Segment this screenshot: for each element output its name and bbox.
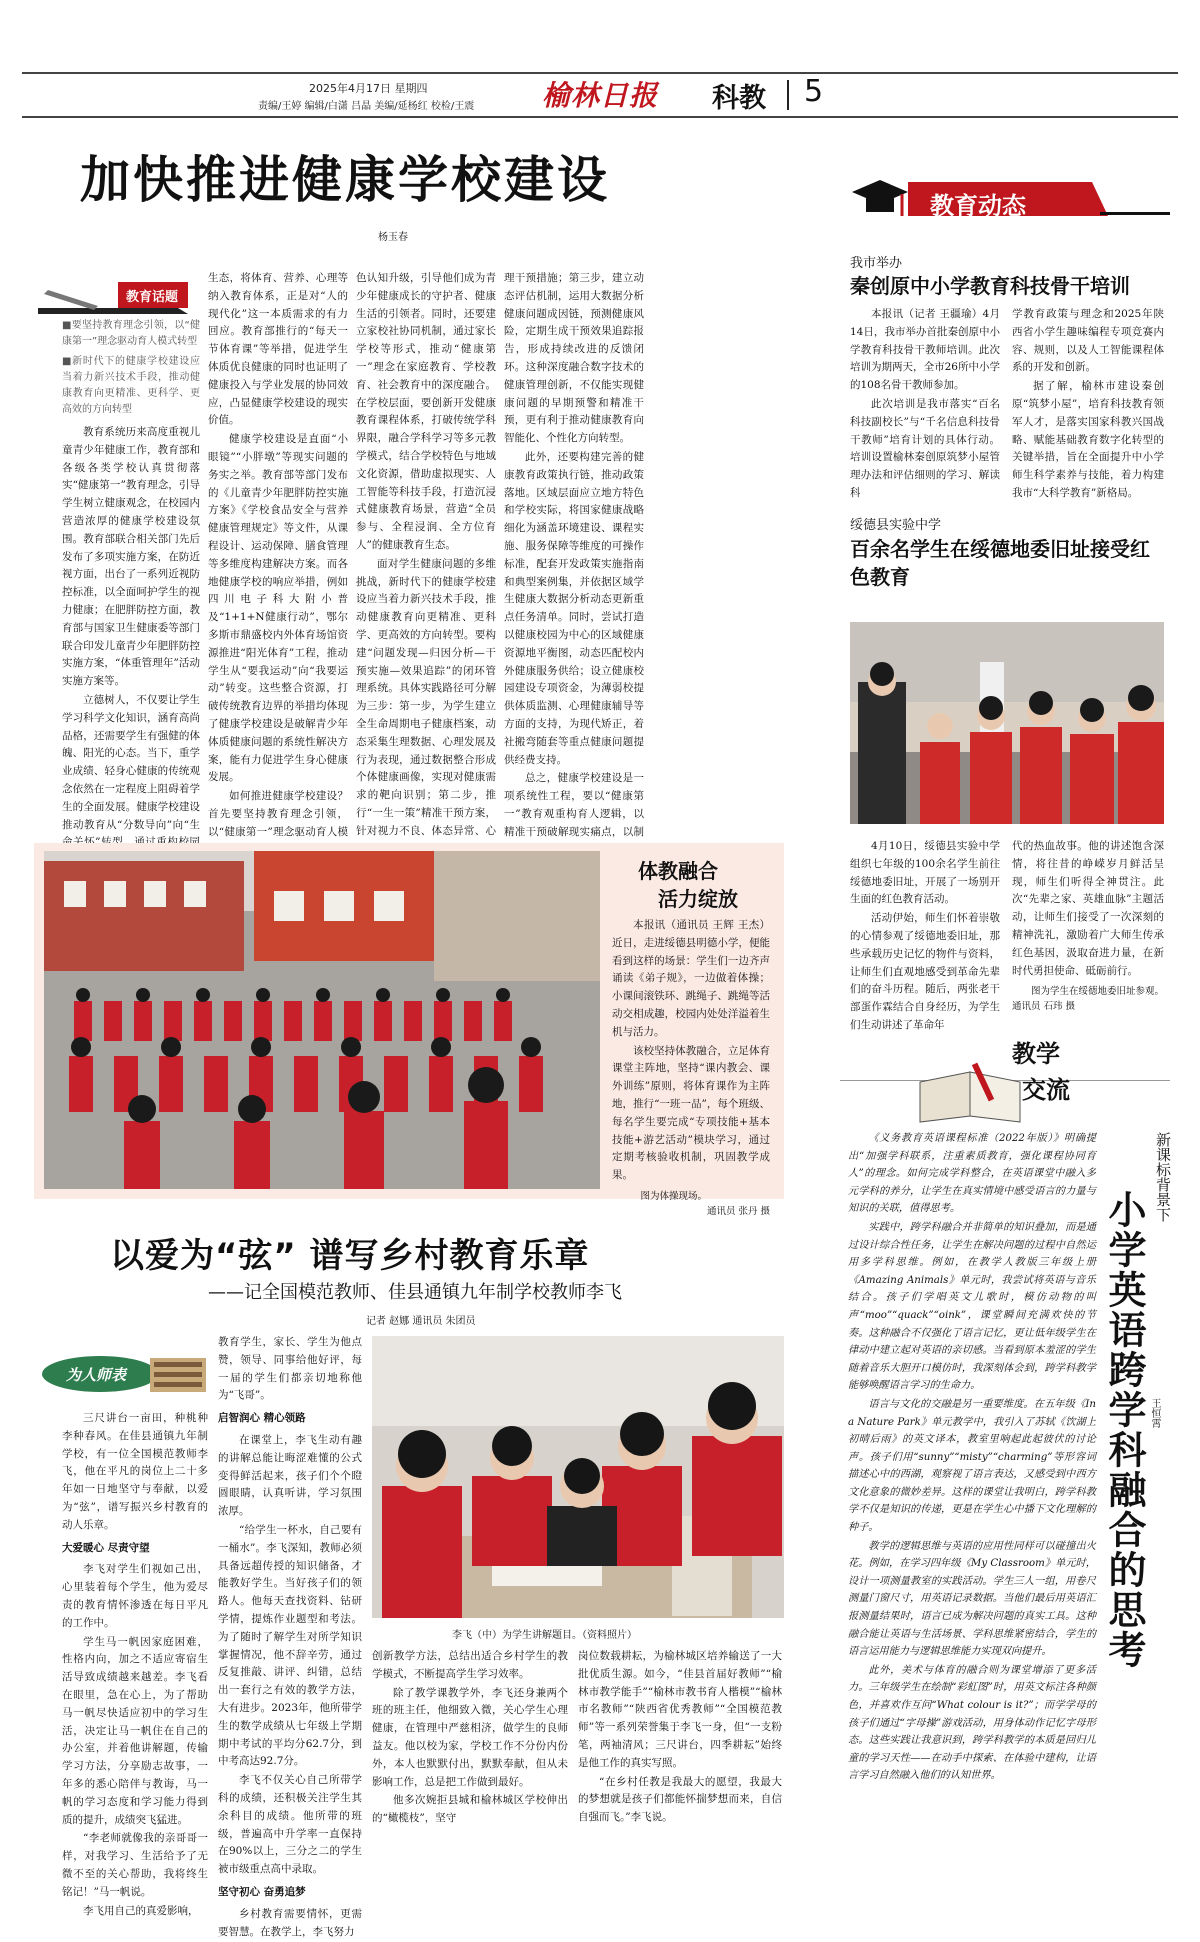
lead-paragraph: 立德树人，不仅要让学生学习科学文化知识，涵育高尚品格，还需要学生有强健的体魄、阳光的心态。当下，重学业成绩、轻身心健康的传统观念依然在一定程度上阻碍着学生的全面发展。健康学校建设推动教育从“分数导向”向“生 (62, 693, 200, 831)
feature-paragraph: 乡村教育需要情怀，更需要智慧。在教学上，李飞努力 (218, 1907, 362, 1938)
red-education-photo-art (850, 622, 1164, 824)
exchange-paragraph: 实践中，跨学科融合并非简单的知识叠加，而是通过设计综合性任务，让学生在解决问题的过程中自然运用多学科思维。例如，在教学人教版三年级上册《Amazing Animals》单元时，我尝试将英语与音乐结合。孩子们学唱英文儿歌时，模仿动物的叫声“moo”“quack”“oink”，课堂瞬间充满欢快的节奏。这种融合不仅强化了语言记忆，更让低年级学生在律动中建立起对英语的亲切感。当看到原本羞涩的学生随着音乐大胆开口模仿时，我深刻体会到，跨学科教学能够唤醒语言学习的生命力。 (848, 1221, 1096, 1392)
edu-news-banner (850, 176, 1170, 224)
section-divider (787, 80, 789, 110)
feature-paragraph: 他多次婉拒县城和榆林城区学校伸出的“橄榄枝”，坚守 (372, 1794, 568, 1825)
sports-paragraph: 本报讯（通讯员 王辉 王杰）近日，走进绥德县明德小学，便能看到这样的场景：学生们一边齐声诵读《弟子规》，一边做着体操；小课间滚铁环、跳绳子、跳绳等活动交相成趣，校园内处处洋溢着生机与活力。 (612, 919, 770, 1038)
exchange-paragraph: 《义务教育英语课程标准（2022年版）》明确提出“加强学科联系，注重素质教育，强化课程协同育人”的理念。如何完成学科整合，在英语课堂中融入多元学科的养分，让学生在真实情境中感受语言的力量与知识的关联，值得思考。 (848, 1133, 1096, 1215)
edu-news-rule (1100, 212, 1170, 215)
lead-column-3 (356, 270, 496, 930)
lead-intro-2: ■新时代下的健康学校建设应当着力新兴技术手段，推动健康教育向更精准、更科学、更高效的方向转型 (62, 356, 200, 415)
feature-paragraph: “在乡村任教是我最大的愿望，我最大的梦想就是孩子们都能怀揣梦想而来，自信自强而飞。”李飞说。 (578, 1775, 782, 1824)
sports-caption: 图为体操现场。 (640, 1190, 708, 1202)
teacher-tag (40, 1344, 210, 1402)
feature-paragraph: “李老师就像我的亲哥哥一样，对我学习、生活给予了无微不至的关心帮助，我将终生铭记！”马一帆说。 (62, 1832, 208, 1898)
graduation-cap-icon (850, 176, 910, 224)
news2-column-1 (850, 838, 1000, 1036)
news2-title: 百余名学生在绥德地委旧址接受红色教育 (850, 537, 1150, 589)
feature-paragraph: 岗位数载耕耘，为榆林城区培养输送了一大批优质生源。如今，“佳县首届好教师”“榆林市教学能手”“榆林市教书育人楷模”“榆林市名教师”“陕西省优秀教师”“全国模范教师”等一系列荣誉集于李飞一身，但“一支粉笔，两袖清风；三尺讲台，四季耕耘”始终是他工作的真实写照。 (578, 1650, 782, 1769)
sports-photo (44, 851, 600, 1189)
lead-paragraph: 如何推进健康学校建设？首先要坚持教育理念引领，以“健康第一”理念驱动育人模 (208, 790, 348, 838)
editor-credits: 责编/王婷 编辑/白潇 吕晶 美编/延杨红 校检/王震 (258, 101, 475, 112)
exchange-author: 王恒霄 (1149, 1398, 1160, 1428)
sports-paragraph: 该校坚持体教融合，立足体育课堂主阵地，坚持“课内教会、课外训练”原则，将体育课作为主阵地，推行“一班一品”，每个班级、每名学生要完成“专项技能+基本技能+游艺活动”模块学习，通过定期考核验收机制，巩固教学成果。 (612, 1044, 770, 1182)
exchange-title: 小学英语跨学科融合的思考 (1102, 1190, 1146, 1670)
sports-body (612, 917, 770, 1219)
edu-news-label: 教育动态 (930, 192, 1026, 220)
exchange-label-1: 教学 (1012, 1040, 1060, 1068)
teacher-photo (372, 1336, 784, 1618)
feature-headline: 以爱为“弦” 谱写乡村教育乐章 (110, 1236, 590, 1276)
feature-subhead-2: 启智润心 精心领路 (218, 1412, 306, 1425)
lead-paragraph: 此外，还要构建完善的健康教育政策执行链，推动政策落地。区域层面应立地方特色和学校实际，将国家健康战略细化为涵盖环境建设、课程实施、服务保障等维度的可操作标准，配套开发政策实施指南和典型案例集，并依据区域学生健康大数据分析动态更新重点任务清单。同时，尝试打造以健康校园为中心的区域健康资源地平衡图，动态匹配校内外健康服务供给；设立健康校园建设专项资金，为薄弱校提供体质监测、心理健康辅导等方面的支持，为现代矫正，着社搬弯随套等重点健康问题提供经费支持。 (504, 450, 644, 766)
lead-paragraph: 理干预措施；第三步，建立动态评估机制，运用大数据分析健康问题成因链，预测健康风险，定期生成干预效果追踪报告，形成持续改进的反馈闭环。这种深度融合数字技术的健康管理创新，不仅能实现健康问题的早期预警和精准干预，更有利于推动健康教育向智能化、个性化方向转型。 (504, 272, 644, 445)
news1-paragraph: 据了解，榆林市建设秦创原“筑梦小屋”，培育科技教育领军人才，是落实国家科教兴国战略、赋能基础教育数字化转型的关键举措，旨在全面提升中小学师生科学素养与技能，着力构建我市“大科学教育”新格局。 (1012, 380, 1164, 499)
news1-column-1 (850, 306, 1000, 504)
exchange-paragraph: 教学的逻辑思维与英语的应用性同样可以碰撞出火花。例如，在学习四年级《My Classroom》单元时，设计一项测量教室的实践活动。学生三人一组，用卷尺测量门窗尺寸，用英语记录数据。当他们最后用英语汇报测量结果时，语言已成为解决问题的真实工具。这种融合能让英语与生活场景、学科思维紧密结合，学生的语言运用能力与逻辑思维能力实现双向提升。 (848, 1540, 1096, 1658)
feature-paragraph: 李飞对学生们视如己出，心里装着每个学生，他为爱尽责的教育情怀渗透在每日平凡的工作中。 (62, 1563, 208, 1629)
exchange-kicker: 新课标背景下 (1154, 1132, 1172, 1222)
teacher-tag-label: 为人师表 (66, 1366, 127, 1384)
news2-kicker: 绥德县实验中学 (850, 518, 942, 533)
news2-paragraph: 代的热血故事。他的讲述饱含深情，将往昔的峥嵘岁月鲜活呈现，师生们听得全神贯注。此次“先辈之家、英雄血脉”主题活动，让师生们接受了一次深刻的精神洗礼，激励着广大师生传承红色基因，汲取奋进力量，在新时代勇担使命、砥砺前行。 (1012, 840, 1164, 977)
news1-title: 秦创原中小学教育科技骨干培训 (850, 274, 1130, 298)
lead-headline: 加快推进健康学校建设 (80, 151, 610, 209)
lead-column-1 (62, 318, 200, 871)
feature-paragraph: 学生马一帆因家庭困难，性格内向，加之不适应寄宿生活导致成绩越来越差。李飞看在眼里，急在心上，为了帮助马一帆尽快适应初中的学习生活，决定让马一帆住在自己的办公室，并着他讲解题，传输学习方法，分享励志故事，一年多的悉心陪伴与教诲，马一帆的学习态度和学习能力得到质的提升，成绩突飞猛进。 (62, 1635, 208, 1826)
feature-subhead-3: 坚守初心 奋勇追梦 (218, 1885, 306, 1898)
book-icon (910, 1032, 1110, 1122)
lead-paragraph: 健康学校建设是直面“小眼镜”“小胖墩”等现实问题的务实之举。教育部等部门发布的《儿童青少年肥胖防控实施方案》《学校食品安全与营养健康管理规定》等文件，从课程设计、运动保障、膳食管理等多维度构建解决方案。而各地健康学校的响应举措，例如四川电子科大附小普及“1+1+N健康行动”，鄂尔多斯市鼎盛校内外体育场馆资源推进“阳光体育”工程，推动学生从“要我运动”向“我要运动”转变。这些整合资源，打破传统教育边界的举措均体现了健康学校建设是破解青少年体质健康问题的系统性解决方案，能有力促进学生身心健康发展。 (208, 433, 348, 784)
exchange-paragraph: 语言与文化的交融是另一重要维度。在五年级《In a Nature Park》单元教学中，我引入了苏轼《饮湖上初晴后雨》的英文译本，教室里响起此起彼伏的讨论声。孩子们用“sunny”“misty”“charming”等形容词描述心中的西湖，观察视了语言表达，又感受到中西方文化意象的微妙差异。这样的课堂让我明白，跨学科教学不仅是知识的传递，更是在学生心中播下文化理解的种子。 (848, 1398, 1096, 1534)
teacher-photo-art (372, 1336, 784, 1618)
teacher-photo-caption: 李飞（中）为学生讲解题目。（资料照片） (452, 1630, 637, 1641)
feature-paragraph: 创新教学方法，总结出适合乡村学生的教学模式，不断提高学生学习效率。 (372, 1650, 568, 1680)
feature-byline: 记者 赵娜 通讯员 朱团员 (366, 1316, 476, 1327)
red-education-photo (850, 622, 1164, 824)
news2-paragraph: 活动伊始，师生们怀着崇敬的心情参观了绥德地委旧址，那些承载历史记忆的物件与资料，让师生们直观地感受到革命先辈们的奋斗历程。随后，两张老干部蛋作霖结合自身经历，为学生们生动讲述了革命年 (850, 912, 1000, 1031)
news1-column-2 (1012, 306, 1164, 504)
news1-paragraph: 本报讯（记者 王疆瑜）4月14日，我市举办首批秦创原中小学教育科技骨干教师培训。此次培训为期两天，全市26所中小学的108名骨干教师参加。 (850, 308, 1000, 392)
lead-paragraph: 教育系统历来高度重视儿童青少年健康工作，教育部和各级各类学校认真贯彻落实“健康第一”教育理念，引导学生树立健康观念，在校园内营造浓厚的健康学校建设氛围。教育部联合相关部门先后发布了多项实施方案，在防近视方面，出台了一系列近视防控标准，以全面呵护学生的视力健康；在肥胖防控方面，教育部与国家卫生健康委等部门联合印发儿童青少年肥胖防控实施方案，“体重管理年”活动实施方案等。 (62, 426, 200, 688)
news2-paragraph: 4月10日，绥德县实验中学组织七年级的100余名学生前往绥德地委旧址，开展了一场别开生面的红色教育活动。 (850, 840, 1000, 906)
page-number: 5 (804, 74, 824, 109)
feature-paragraph: 除了教学课教学外，李飞还身兼两个班的班主任，他细致入微，关心学生心理健康，在管理中严慈相济，做学生的良师益友。他以校为家，学校工作不分份内份外，本人也默默付出，默默奉献，但从未影响工作，总是把工作做到最好。 (372, 1686, 568, 1788)
lead-paragraph: 面对学生健康问题的多维挑战，新时代下的健康学校建设应当着力新兴技术手段，推动健康教育向更精准、更科学、更高效的方向转型。要构建“问题发现—归因分析—干预实施—效果追踪”的闭环管理系统。具体实践路径可分解为三步：第一步，为学生建立全生命周期电子健康档案，动态采集生理数据、心理发展及行为表现，通过数据整合形成个体健康画像，实现对健康需求的靶向识别；第二步，推行“一生一策”精准干预方案，针对视力不良、体态异常、心 (356, 557, 496, 837)
sports-credit: 通讯员 张丹 摄 (706, 1205, 770, 1217)
lead-paragraph: 生态，将体育、营养、心理等纳入教育体系，正是对“人的现代化”这一本质需求的有力回应。教育部推行的“每天一节体育课”等举措，促进学生体质优良健康的同时也证明了健康投入与学业发展的协同效应，凸显健康学校建设的现实价值。 (208, 272, 348, 427)
feature-paragraph: 三尺讲台一亩田，种桃种李种春风。在佳县通镇九年制学校，有一位全国模范教师李飞，他在平凡的岗位上二十多年如一日地坚守与奉献，以爱为“弦”，谱写振兴乡村教育的动人乐章。 (62, 1412, 208, 1531)
page-header (22, 72, 1178, 118)
edu-topic-label: 教育话题 (126, 290, 179, 305)
section-name: 科教 (712, 83, 766, 114)
exchange-body (848, 1130, 1096, 1786)
news1-kicker: 我市举办 (850, 256, 903, 271)
lead-paragraph: 总之，健康学校建设是一项系统性工程，要以“健康第一”教育观重构育人逻辑，以精准干预破解现实痛点，以制 (504, 772, 644, 838)
sports-title-2: 活力绽放 (658, 887, 738, 911)
feature-column-1 (62, 1410, 208, 1921)
feature-column-3 (372, 1648, 568, 1829)
feature-subhead-1: 大爱暖心 尽责守望 (62, 1541, 150, 1554)
edu-topic-tag (38, 280, 188, 314)
lead-column-4 (504, 270, 644, 931)
exchange-label-2: 交流 (1022, 1076, 1070, 1104)
newspaper-logo: 榆林日报 (542, 79, 659, 112)
sports-box (34, 843, 784, 1217)
feature-paragraph: “给学生一杯水，自己要有一桶水”。李飞深知，教师必须具备远超传授的知识储备，才能教好学生。当好孩子们的领路人。他每天查找资料、钻研学情，提炼作业题型和考法。为了随时了解学生对所学知识掌握情况，他不辞辛劳，通过反复推敲、讲评、纠错，总结出一套行之有效的教学方法，大有进步。2023年，他所带学生的数学成绩从七年级上学期期中考试的平均分62.7分，到中考高达92.7分。 (218, 1523, 362, 1768)
feature-column-4 (578, 1648, 782, 1828)
header-bottom-rule (22, 116, 1178, 118)
news2-column-2 (1012, 838, 1164, 1014)
sports-title-1: 体教融合 (638, 859, 718, 883)
feature-subtitle: ——记全国模范教师、佳县通镇九年制学校教师李飞 (208, 1282, 622, 1303)
exchange-paragraph: 此外，美术与体育的融合则为课堂增添了更多活力。三年级学生在绘制“彩虹图”时，用英文标注各种颜色，并喜欢作互问“What colour is it?”；而学学母的孩子们通过“字母操”游戏活动，用身体动作记忆字母形态。这些实践让我意识到，跨学科教学的本质是回归儿童的学习天性——在动手中探索、在体验中建构，让语言学习自然融入他们的认知世界。 (848, 1664, 1096, 1782)
feature-paragraph: 教育学生，家长、学生为他点赞，领导、同事给他好评，每一届的学生们都亲切地称他为“飞哥”。 (218, 1336, 362, 1402)
feature-paragraph: 李飞不仅关心自己所带学科的成绩，还积极关注学生其余科目的成绩。他所带的班级，普遍高中升学率一直保持在90%以上，三分之二的学生被市级重点高中录取。 (218, 1774, 362, 1876)
sports-photo-art (44, 851, 600, 1189)
lead-author: 杨玉春 (378, 232, 408, 243)
feature-column-2 (218, 1334, 362, 1942)
lead-intro-1: ■要坚持教育理念引领，以“健康第一”理念驱动育人模式转型 (62, 320, 200, 347)
news2-photo-caption: 图为学生在绥德地委旧址参观。 通讯员 石玮 摄 (1012, 986, 1165, 1013)
lead-paragraph: 色认知升级，引导他们成为青少年健康成长的守护者、健康生活的引领者。同时，还要建立家校社协同机制，通过家长学校等形式，推动“健康第一”理念在家庭教育、学校教育、社会教育中的深度融合。在学校层面，要创新开发健康教育课程体系，打破传统学科界限，融合学科学习等多元教学模式，结合学校特色与地域文化资源，借助虚拟现实、人工智能等科技手段，打造沉浸式健康教育场景，营造“全员参与、全程浸润、全方位育人”的健康教育生态。 (356, 272, 496, 551)
exchange-banner (910, 1032, 1110, 1122)
feature-paragraph: 在课堂上，李飞生动有趣的讲解总能让晦涩难懂的公式变得鲜活起来，孩子们个个瞪圆眼睛，认真听讲，学习氛围浓厚。 (218, 1433, 362, 1518)
issue-date: 2025年4月17日 星期四 (309, 82, 428, 95)
news1-paragraph: 学教育政策与理念和2025年陕西省小学生趣味编程专项竞赛内容、规则，以及人工智能课程体系的开发和创新。 (1012, 308, 1164, 374)
news1-paragraph: 此次培训是我市落实“百名科技副校长”与“千名信息科技骨干教师”培育计划的具体行动。培训设置榆林秦创原筑梦小屋管理办法和评估细则的学习、解读科 (850, 397, 1000, 499)
feature-paragraph: 李飞用自己的真爱影响， (83, 1904, 199, 1917)
